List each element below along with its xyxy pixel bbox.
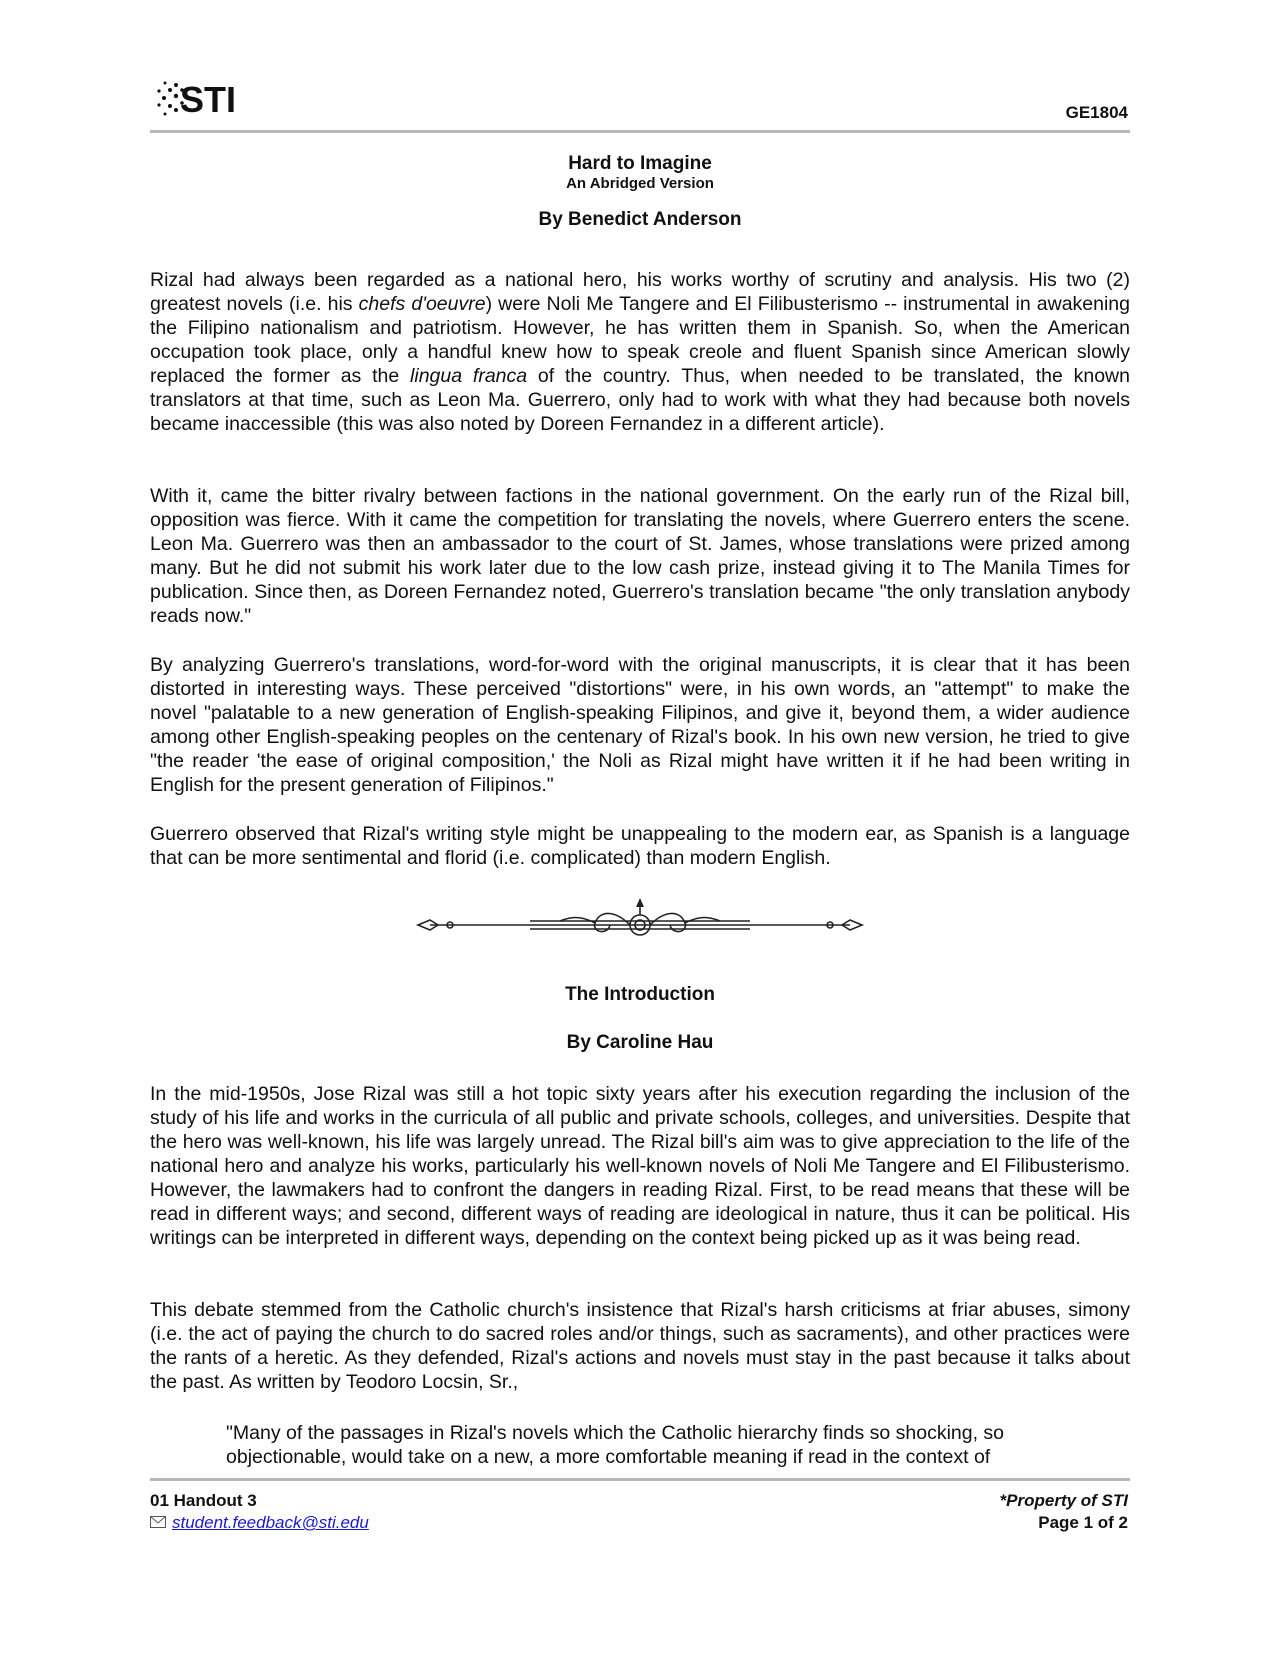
paragraph: By analyzing Guerrero's translations, word-for-word with the original manuscripts, it is clear that it has been distorted in interesting ways. These perceived "distortions" were, in his own words, an "attempt" to make the novel "palatable to a new generation of English-speaking Filipinos, and give it, beyond them, a wider audience among other English-speaking peoples on the centenary of Rizal's book. In his own new version, he tried to give "the reader 'the ease of original composition,' the Noli as Rizal might have written it if he had been writing in English for the present generation of Filipinos.": [150, 654, 1130, 796]
envelope-icon: [150, 1512, 166, 1534]
section-title: The Introduction: [565, 984, 715, 1005]
document-body: [150, 150, 1130, 1468]
footer-left: [150, 1490, 369, 1534]
paragraph: Rizal had always been regarded as a national hero, his works worthy of scrutiny and analysis. His two (2) greatest novels (i.e. his chefs d'oeuvre) were Noli Me Tangere and El Filibusterismo -- instrumental in awakening the Filipino nationalism and patriotism. However, he has written them in Spanish. So, when the American occupation took place, only a handful knew how to speak creole and fluent Spanish since American slowly replaced the former as the lingua franca of the country. Thus, when needed to be translated, the known translators at that time, such as Leon Ma. Guerrero, only had to work with what they had because both novels became inaccessible (this was also noted by Doreen Fernandez in a different article).: [150, 269, 1130, 435]
paragraph: With it, came the bitter rivalry between factions in the national government. On the early run of the Rizal bill, opposition was fierce. With it came the competition for translating the novels, where Guerrero enters the scene. Leon Ma. Guerrero was then an ambassador to the court of St. James, whose translations were prized among many. But he did not submit his work later due to the low cash prize, instead giving it to The Manila Times for publication. Since then, as Doreen Fernandez noted, Guerrero's translation became "the only translation anybody reads now.": [150, 485, 1130, 627]
article-title: Hard to Imagine: [568, 153, 712, 174]
footer-divider: [150, 1478, 1130, 1481]
email-link[interactable]: student.feedback@sti.edu: [172, 1513, 369, 1532]
page-number: Page 1 of 2: [1038, 1513, 1128, 1532]
article-subtitle: An Abridged Version: [566, 175, 714, 192]
paragraph: Guerrero observed that Rizal's writing style might be unappealing to the modern ear, as Spanish is a language that can be more sentimental and florid (i.e. complicated) than modern English.: [150, 823, 1130, 869]
handout-label: 01 Handout 3: [150, 1491, 257, 1510]
article-byline: By Benedict Anderson: [538, 209, 742, 230]
email-line: [150, 1512, 369, 1534]
logo-text: STI: [180, 79, 237, 120]
block-quote: "Many of the passages in Rizal's novels which the Catholic hierarchy finds so shocking, so objectionable, would take on a new, a more comfortable meaning if read in the context of: [226, 1422, 1005, 1468]
property-label: *Property of STI: [999, 1491, 1128, 1510]
sti-logo: [150, 76, 240, 120]
section-byline: By Caroline Hau: [566, 1032, 714, 1053]
ornament-divider: [410, 895, 870, 955]
footer-right: [1000, 1490, 1128, 1534]
header-divider: [150, 130, 1130, 133]
paragraph: In the mid-1950s, Jose Rizal was still a hot topic sixty years after his execution regarding the inclusion of the study of his life and works in the curricula of all public and private schools, colleges, and universities. Despite that the hero was well-known, his life was largely unread. The Rizal bill's aim was to give appreciation to the life of the national hero and analyze his works, particularly his well-known novels of Noli Me Tangere and El Filibusterismo. However, the lawmakers had to confront the dangers in reading Rizal. First, to be read means that these will be read in different ways; and second, different ways of reading are ideological in nature, thus it can be political. His writings can be interpreted in different ways, depending on the context being picked up as it was being read.: [150, 1083, 1130, 1249]
course-code: GE1804: [1065, 103, 1128, 122]
paragraph: This debate stemmed from the Catholic church's insistence that Rizal's harsh criticisms at friar abuses, simony (i.e. the act of paying the church to do sacred roles and/or things, such as sacraments), and other practices were the rants of a heretic. As they defended, Rizal's actions and novels must stay in the past because it talks about the past. As written by Teodoro Locsin, Sr.,: [150, 1299, 1130, 1393]
